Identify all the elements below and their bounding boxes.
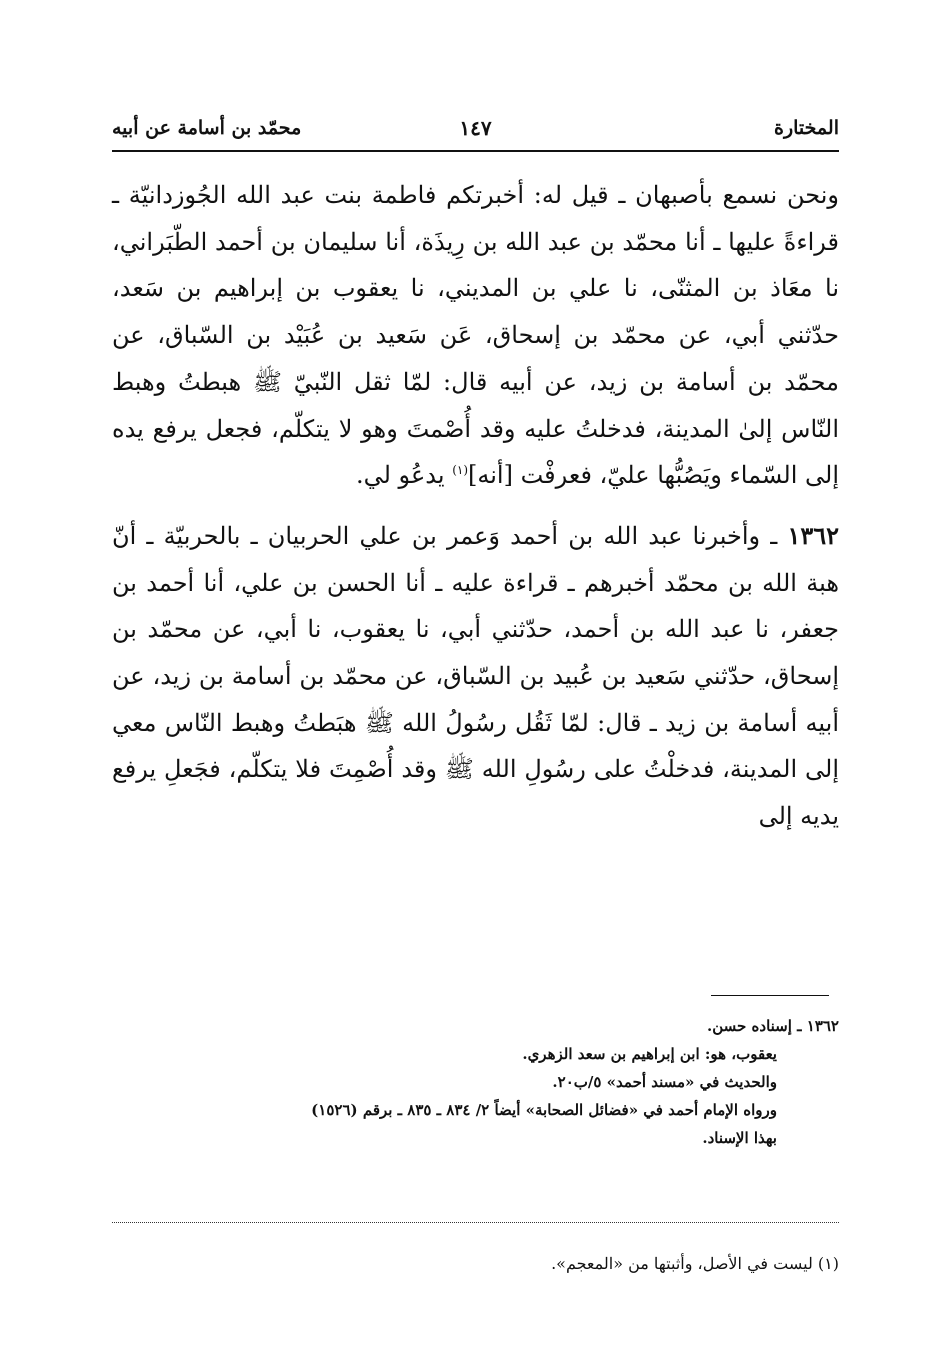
header-rule: [112, 150, 839, 152]
note-line: يعقوب، هو: ابن إبراهيم بن سعد الزهري.: [522, 1045, 777, 1063]
paragraph-2: [112, 513, 839, 840]
footnote-separator: [112, 1222, 839, 1223]
footnote-reference: (١): [452, 463, 469, 478]
running-header: [112, 108, 839, 148]
paragraph-2-text: ـ وأخبرنا عبد الله بن أحمد وَعمر بن علي الحربيان ـ بالحربيّة ـ أنّ هبة الله بن محمّد أخبرهم ـ قراءة عليه ـ أنا الحسن بن علي، أنا أحمد بن جعفر، نا عبد الله بن أحمد، حدّثني أبي، نا يعقوب، نا أبي، عن محمّد بن إسحاق، حدّثني سَعيد بن عُبيد بن السّباق، عن محمّد بن أسامة بن زيد، عن أبيه أسامة بن زيد ـ قال: لمّا ثَقُل رسُولُ الله ﷺ هبَطتُ وهبط النّاس معي إلى المدينة، فدخلْتُ على رسُولِ الله ﷺ وقد أُصْمِتَ فلا يتكلّم، فجَعلِ يرفع يديه إلى: [112, 521, 840, 831]
note-line: والحديث في «مسند أحمد» ٥/ب٢٠.: [552, 1073, 777, 1091]
footnote: (١) ليست في الأصل، وأثبتها من «المعجم».: [551, 1254, 839, 1273]
paragraph-1: [112, 172, 839, 499]
paragraph-1-end: يدعُو لي.: [355, 461, 453, 490]
notes-separator: [711, 995, 829, 996]
header-chapter-title: محمّد بن أسامة عن أبيه: [112, 117, 302, 139]
note-line: ١٣٦٢ ـ إسناده حسن.: [707, 1017, 839, 1035]
note-line: بهذا الإسناد.: [702, 1129, 777, 1147]
main-text: [112, 172, 839, 840]
paragraph-1-text: ونحن نسمع بأصبهان ـ قيل له: أخبرتكم فاطمة بنت عبد الله الجُوزدانيّة ـ قراءةً عليها ـ أنا محمّد بن عبد الله بن رِيذَة، أنا سليمان بن أحمد الطّبَراني، نا معَاذ بن المثنّى، نا علي بن المديني، نا يعقوب بن إبراهيم بن سَعد، حدّثني أبي، عن محمّد بن إسحاق، عَن سَعيد بن عُبَيْد بن السّباق، عن محمّد بن أسامة بن زيد، عن أبيه قال: لمّا ثقل النّبيّ ﷺ هبطتُ وهبط النّاس إلىٰ المدينة، فدخلتُ عليه وقد أُصْمتَ وهو لا يتكلّم، فجعل يرفع يده إلى السّماء ويَصُبُّها عليّ، فعرفْت [أنه]: [112, 181, 839, 490]
note-line: ورواه الإمام أحمد في «فضائل الصحابة» أيضاً ٢/ ٨٣٤ ـ ٨٣٥ ـ برقم (١٥٢٦): [311, 1101, 777, 1119]
page-number: ١٤٧: [459, 116, 492, 140]
hadith-number: ١٣٦٢: [787, 520, 839, 550]
commentary-notes: [112, 1012, 839, 1152]
header-book-title: المختارة: [774, 117, 839, 139]
